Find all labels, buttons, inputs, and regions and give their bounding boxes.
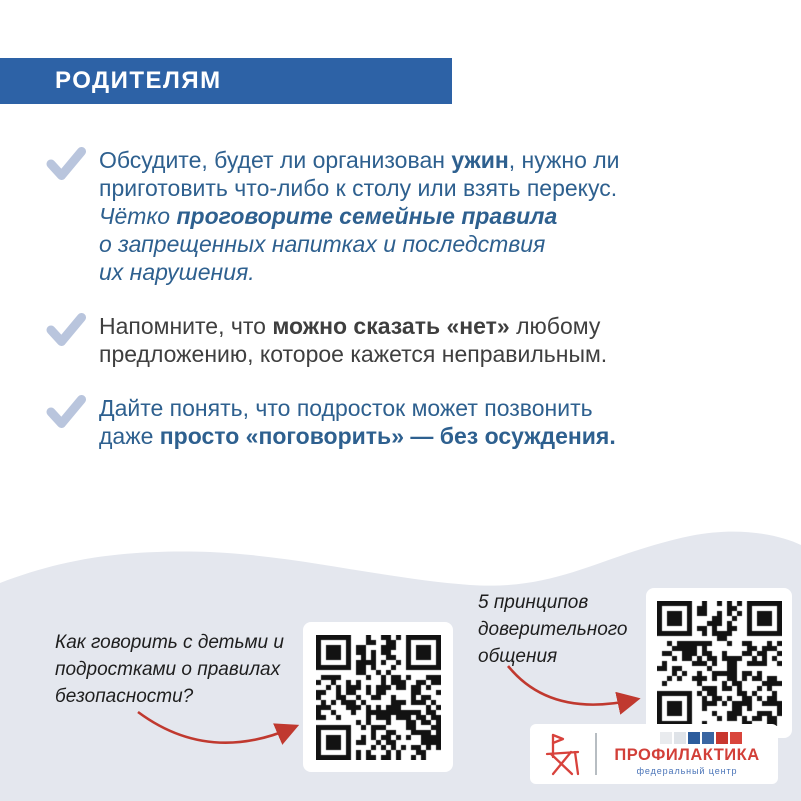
checkmark-icon: [46, 313, 86, 347]
bullet-text: Дайте понять, что подросток может позвонить даже просто «поговорить» — без осуждения.: [99, 395, 616, 449]
bullet-text: Обсудите, будет ли организован ужин, нужно ли приготовить что-либо к столу или взять перекус. Чётко проговорите семейные правила о запрещенных напитках и последствия их нарушения.: [99, 147, 620, 285]
checkmark-icon: [46, 395, 86, 429]
flag-square: [730, 732, 742, 744]
list-item: [46, 394, 766, 450]
flag-square: [674, 732, 686, 744]
checkmark-icon: [46, 147, 86, 181]
bullet-list: [46, 146, 766, 450]
logo-title: ПРОФИЛАКТИКА: [614, 746, 760, 764]
list-item: [46, 312, 766, 368]
profilaktika-logo: [530, 724, 778, 784]
logo-chair-icon: [542, 731, 584, 777]
curved-arrow-icon: [498, 658, 648, 716]
logo-divider: [595, 733, 597, 775]
header-band: [0, 58, 452, 104]
logo-flag-squares: [660, 732, 742, 744]
logo-text-block: [608, 732, 766, 776]
flag-square: [702, 732, 714, 744]
flag-square: [660, 732, 672, 744]
qr-right-caption: 5 принципов доверительного общения: [478, 592, 628, 667]
qr-left-caption: Как говорить с детьми и подростками о правилах безопасности?: [55, 632, 284, 707]
qr-code-safety-rules: [303, 622, 453, 772]
qr-code-image: [657, 601, 782, 726]
qr-code-image: [316, 635, 441, 760]
logo-subtitle: федеральный центр: [636, 766, 738, 776]
list-item: [46, 146, 766, 286]
page-title: РОДИТЕЛЯМ: [55, 67, 222, 94]
bullet-text: Напомните, что можно сказать «нет» любому предложению, которое кажется неправильным.: [99, 313, 608, 367]
flag-square: [716, 732, 728, 744]
flag-square: [688, 732, 700, 744]
curved-arrow-icon: [130, 700, 310, 760]
qr-code-trust-principles: [646, 588, 792, 738]
